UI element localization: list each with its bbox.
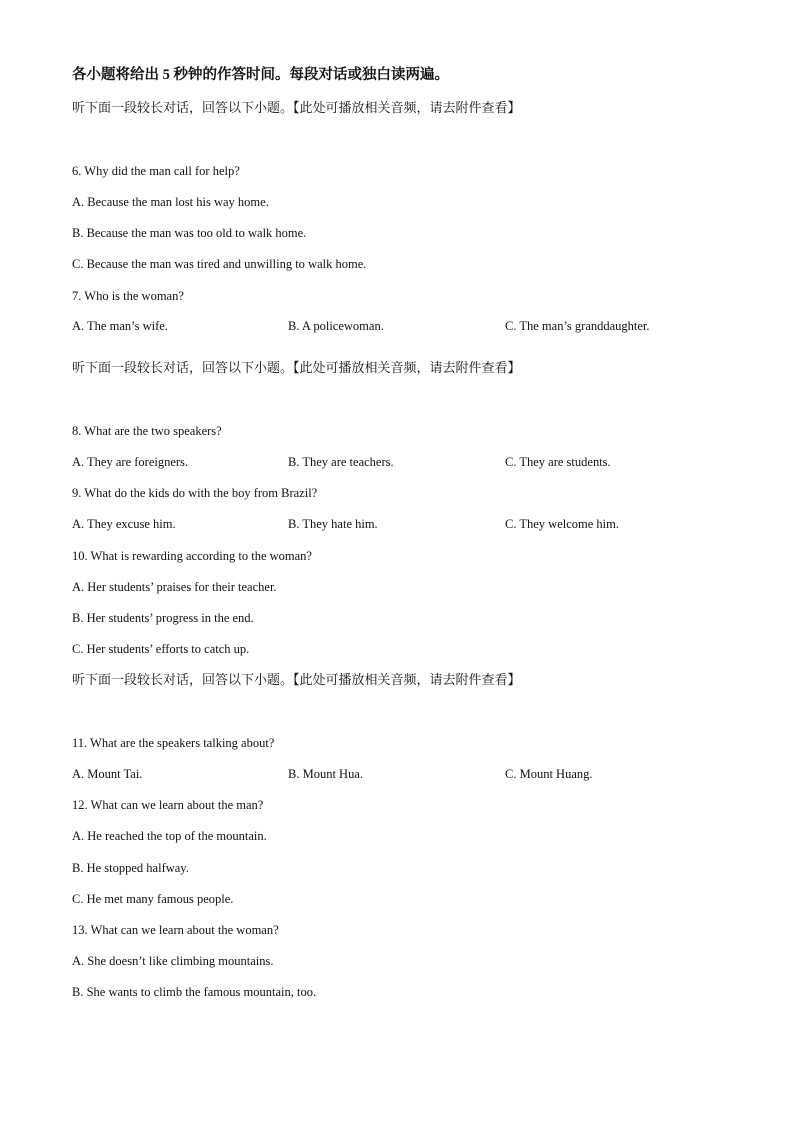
question-7-stem: 7. Who is the woman? — [72, 289, 184, 303]
question-8-stem: 8. What are the two speakers? — [72, 424, 222, 438]
question-9-options — [72, 516, 732, 532]
question-12-option-a: A. He reached the top of the mountain. — [72, 829, 267, 843]
question-7-options — [72, 318, 732, 334]
question-10-option-b: B. Her students’ progress in the end. — [72, 611, 254, 625]
question-7-option-c: C. The man’s granddaughter. — [505, 319, 650, 333]
audio-note: 听下面一段较长对话，回答以下小题。【此处可播放相关音频，请去附件查看】 — [72, 673, 521, 688]
question-11-option-b: B. Mount Hua. — [288, 767, 363, 781]
audio-note: 听下面一段较长对话，回答以下小题。【此处可播放相关音频，请去附件查看】 — [72, 101, 521, 116]
question-9-option-a: A. They excuse him. — [72, 517, 176, 531]
question-8-option-b: B. They are teachers. — [288, 455, 394, 469]
question-8-option-a: A. They are foreigners. — [72, 455, 189, 469]
question-8-options — [72, 454, 732, 470]
question-9-option-b: B. They hate him. — [288, 517, 378, 531]
question-12-stem: 12. What can we learn about the man? — [72, 798, 264, 812]
question-10-option-c: C. Her students’ efforts to catch up. — [72, 642, 250, 656]
question-12-option-b: B. He stopped halfway. — [72, 861, 189, 875]
question-6-option-c: C. Because the man was tired and unwilling to walk home. — [72, 257, 367, 271]
question-6-option-a: A. Because the man lost his way home. — [72, 195, 269, 209]
question-11-options — [72, 766, 732, 782]
question-12-option-c: C. He met many famous people. — [72, 892, 234, 906]
question-9-stem: 9. What do the kids do with the boy from Brazil? — [72, 486, 318, 500]
question-7-option-b: B. A policewoman. — [288, 319, 384, 333]
question-11-stem: 11. What are the speakers talking about? — [72, 736, 275, 750]
question-8-option-c: C. They are students. — [505, 455, 611, 469]
question-13-stem: 13. What can we learn about the woman? — [72, 923, 279, 937]
question-11-option-c: C. Mount Huang. — [505, 767, 593, 781]
audio-note: 听下面一段较长对话，回答以下小题。【此处可播放相关音频，请去附件查看】 — [72, 361, 521, 376]
question-7-option-a: A. The man’s wife. — [72, 319, 168, 333]
question-9-option-c: C. They welcome him. — [505, 517, 619, 531]
section-heading: 各小题将给出 5 秒钟的作答时间。每段对话或独白读两遍。 — [72, 67, 449, 83]
question-11-option-a: A. Mount Tai. — [72, 767, 143, 781]
question-6-option-b: B. Because the man was too old to walk home. — [72, 226, 307, 240]
question-13-option-b: B. She wants to climb the famous mountain, too. — [72, 985, 317, 999]
question-6-stem: 6. Why did the man call for help? — [72, 164, 240, 178]
question-13-option-a: A. She doesn’t like climbing mountains. — [72, 954, 274, 968]
question-10-option-a: A. Her students’ praises for their teacher. — [72, 580, 277, 594]
question-10-stem: 10. What is rewarding according to the woman? — [72, 549, 312, 563]
